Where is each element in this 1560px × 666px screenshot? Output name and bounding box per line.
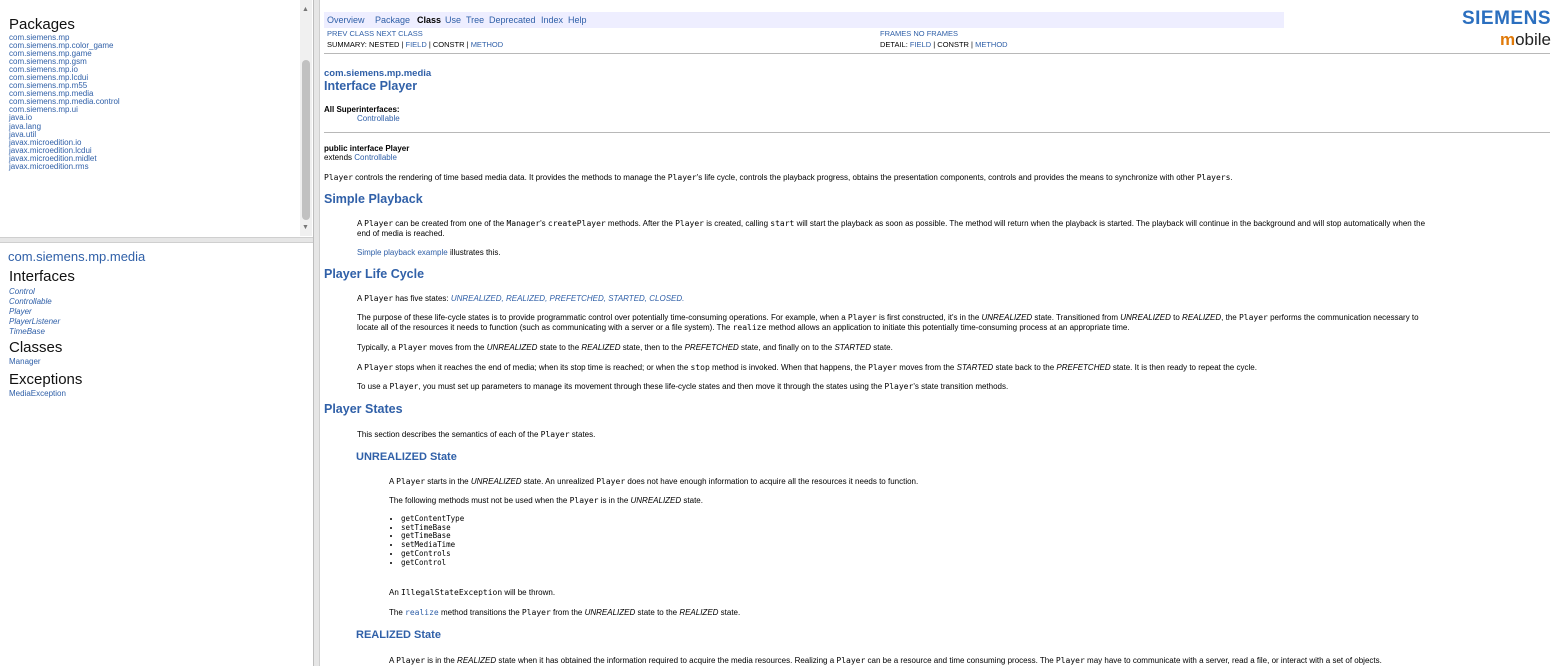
package-name-link[interactable]: com.siemens.mp.media <box>8 249 146 264</box>
nav-overview[interactable]: Overview <box>327 15 365 25</box>
packages-title: Packages <box>9 16 75 33</box>
method-item: • getControl <box>401 559 464 568</box>
divider <box>324 132 1550 133</box>
package-heading: com.siemens.mp.media <box>324 68 432 79</box>
simple-playback-paragraph: A Player can be created from one of the Manager's createPlayer methods. After the Player is created, calling start will start the playback as soon as possible. The method will return when the playback is started. The playback will continue in the background and will stop automatically when the <box>357 219 1426 228</box>
detail-row <box>880 40 1008 49</box>
package-link[interactable]: com.siemens.mp.gsm <box>9 57 87 67</box>
package-link[interactable]: com.siemens.mp.lcdui <box>9 73 89 83</box>
scroll-down-arrow-icon[interactable]: ▼ <box>302 224 309 231</box>
method-item: • getContentType <box>401 515 464 524</box>
summary-separator: | CONSTR | <box>428 40 469 49</box>
detail-method-link[interactable]: METHOD <box>975 40 1008 49</box>
frames-row <box>880 29 958 38</box>
packages-list <box>9 34 120 171</box>
simple-playback-example-link[interactable]: Simple playback example <box>357 248 448 257</box>
simple-playback-paragraph-cont: end of media is reached. <box>357 229 445 238</box>
frames-link[interactable]: FRAMES <box>880 29 912 38</box>
simple-playback-example-line: Simple playback example illustrates this. <box>357 248 501 257</box>
package-link[interactable]: com.siemens.mp.game <box>9 49 92 59</box>
interface-link[interactable]: Controllable <box>9 297 52 306</box>
exception-line: An IllegalStateException will be thrown. <box>389 588 556 597</box>
realize-transition-line: The realize method transitions the Player from the UNREALIZED state to the REALIZED state. <box>389 608 741 617</box>
declaration-line: public interface Player <box>324 144 410 153</box>
nav-tree[interactable]: Tree <box>466 15 485 25</box>
packages-scrollbar[interactable] <box>300 0 312 236</box>
player-states-heading: Player States <box>324 402 403 416</box>
detail-label: DETAIL: <box>880 40 908 49</box>
package-link[interactable]: javax.microedition.rms <box>9 161 89 171</box>
mobile-logo: mobile <box>1499 30 1551 49</box>
nav-use[interactable]: Use <box>445 15 462 25</box>
interface-link[interactable]: Control <box>9 287 35 296</box>
siemens-logo: SIEMENS <box>1461 8 1551 29</box>
scroll-up-arrow-icon[interactable]: ▲ <box>302 6 309 13</box>
life-cycle-typical-line: Typically, a Player moves from the UNREALIZED state to the REALIZED state, then to the PREFETCHED state, and finally on to the STARTED state. <box>357 343 893 352</box>
method-item: • getTimeBase <box>401 532 464 541</box>
no-frames-link[interactable]: NO FRAMES <box>913 29 958 38</box>
package-link[interactable]: com.siemens.mp.m55 <box>9 81 88 91</box>
method-item: • getControls <box>401 550 464 559</box>
package-link[interactable]: com.siemens.mp <box>9 33 70 42</box>
realize-link[interactable]: realize <box>405 608 439 617</box>
life-cycle-paragraph-cont: locate all of the resources it needs to function (such as communicating with a server or a file system). The realize method allows an application to initiate this potentially time-consuming process at an appropriate time. <box>357 323 1130 332</box>
detail-field-link[interactable]: FIELD <box>909 40 932 49</box>
frame-splitter-vertical[interactable] <box>313 0 320 666</box>
divider <box>324 53 1550 54</box>
nav-index[interactable]: Index <box>541 15 564 25</box>
interface-link[interactable]: TimeBase <box>9 327 45 336</box>
method-item: • setTimeBase <box>401 524 464 533</box>
realized-heading: REALIZED State <box>356 629 441 641</box>
package-link[interactable]: java.lang <box>9 121 42 131</box>
states-links[interactable]: UNREALIZED, REALIZED, PREFETCHED, STARTED, CLOSED. <box>450 294 685 303</box>
life-cycle-usage-line: To use a Player, you must set up parameters to manage its movement through these life-cycle states and then move it through the states using the Player's state transition methods. <box>357 382 1009 391</box>
life-cycle-states-line: A Player has five states: UNREALIZED, REALIZED, PREFETCHED, STARTED, CLOSED. <box>357 294 685 303</box>
summary-method-link[interactable]: METHOD <box>470 40 504 49</box>
package-link[interactable]: javax.microedition.io <box>9 137 82 147</box>
life-cycle-heading: Player Life Cycle <box>324 267 425 281</box>
method-item: • setMediaTime <box>401 541 464 550</box>
simple-playback-heading: Simple Playback <box>324 192 423 206</box>
intro-paragraph: Player controls the rendering of time based media data. It provides the methods to manage the Player's life cycle, controls the playback progress, obtains the presentation components, controls and provides the means to synchronize with other Players. <box>324 173 1233 182</box>
exceptions-list <box>9 389 66 399</box>
superinterfaces-label: All Superinterfaces: <box>324 105 400 114</box>
top-navbar <box>324 12 1284 28</box>
nav-deprecated[interactable]: Deprecated <box>489 15 536 25</box>
classes-list <box>9 357 41 367</box>
interfaces-heading: Interfaces <box>9 268 75 285</box>
package-link[interactable]: com.siemens.mp.io <box>9 65 78 75</box>
prev-class-link[interactable]: PREV CLASS <box>327 29 375 38</box>
superinterface-link[interactable]: Controllable <box>357 114 400 123</box>
main-frame <box>320 0 1560 666</box>
player-states-intro: This section describes the semantics of each of the Player states. <box>357 430 596 439</box>
interface-link[interactable]: Player <box>9 307 32 316</box>
unrealized-methods-intro: The following methods must not be used when the Player is in the UNREALIZED state. <box>389 496 703 505</box>
package-link[interactable]: com.siemens.mp.color_game <box>9 41 114 51</box>
detail-separator: | CONSTR | <box>933 40 973 49</box>
summary-field-link[interactable]: FIELD <box>405 40 427 49</box>
class-link[interactable]: Manager <box>9 357 41 366</box>
package-link[interactable]: javax.microedition.midlet <box>9 153 97 163</box>
package-link[interactable]: com.siemens.mp.media <box>9 89 94 99</box>
interfaces-list <box>9 287 60 337</box>
exception-link[interactable]: MediaException <box>9 389 66 398</box>
life-cycle-stop-line: A Player stops when it reaches the end of media; when its stop time is reached; or when the stop method is invoked. When that happens, the Player moves from the STARTED state back to the PREFETCHED state. It is then ready to repeat the cycle. <box>357 363 1257 372</box>
package-link[interactable]: javax.microedition.lcdui <box>9 145 92 155</box>
nav-help[interactable]: Help <box>568 15 587 25</box>
extends-line: extends Controllable <box>324 153 397 162</box>
package-link[interactable]: java.util <box>9 129 37 139</box>
unrealized-heading: UNREALIZED State <box>356 451 457 463</box>
nav-package[interactable]: Package <box>375 15 411 25</box>
next-class-link[interactable]: NEXT CLASS <box>376 29 423 38</box>
unrealized-methods-list <box>389 515 464 567</box>
summary-row <box>327 40 503 49</box>
page-title: Interface Player <box>324 79 418 93</box>
exceptions-heading: Exceptions <box>9 371 83 388</box>
classes-heading: Classes <box>9 339 63 356</box>
life-cycle-paragraph: The purpose of these life-cycle states is to provide programmatic control over potentially time-consuming operations. For example, when a Player is first constructed, it's in the UNREALIZED state. Transitioned from UNREALIZED to REALIZED, the Player performs the communication necessary to <box>357 313 1419 322</box>
package-link[interactable]: com.siemens.mp.ui <box>9 105 78 115</box>
summary-label: SUMMARY: NESTED | <box>327 40 404 49</box>
prev-next-row <box>327 29 423 38</box>
package-link[interactable]: java.io <box>9 113 33 123</box>
interface-link[interactable]: PlayerListener <box>9 317 61 326</box>
extends-link[interactable]: Controllable <box>354 153 397 162</box>
realized-paragraph: A Player is in the REALIZED state when it has obtained the information required to acquire the media resources. Realizing a Player can be a resource and time consuming process. The Player may have to communicate with a server, read a file, or interact with a set of objects. <box>389 656 1382 665</box>
package-link[interactable]: com.siemens.mp.media.control <box>9 97 120 107</box>
unrealized-paragraph: A Player starts in the UNREALIZED state. An unrealized Player does not have enough information to acquire all the resources it needs to function. <box>389 477 919 486</box>
scrollbar-thumb[interactable] <box>302 60 310 220</box>
packages-frame <box>0 0 300 236</box>
nav-class: Class <box>417 15 442 25</box>
classes-frame <box>0 243 312 666</box>
